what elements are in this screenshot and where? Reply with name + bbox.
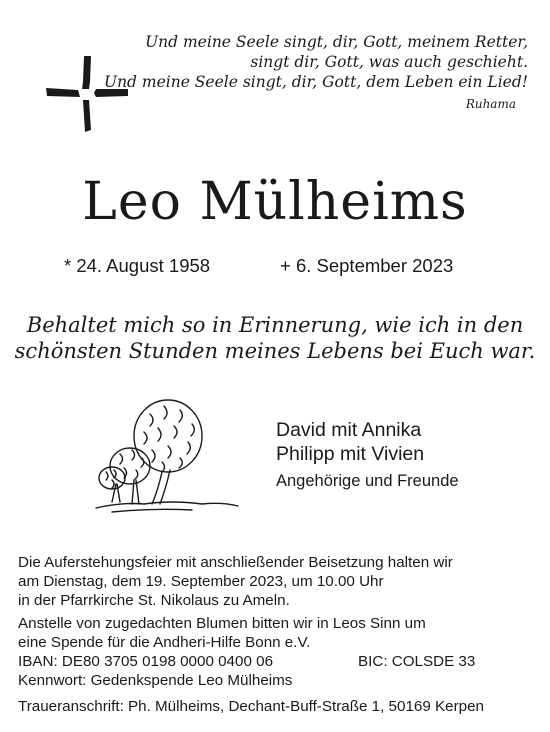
bank-details (18, 652, 476, 671)
ceremony-text: am Dienstag, dem 19. September 2023, um 10.00 Uhr (18, 573, 384, 590)
death-date: + 6. September 2023 (280, 255, 454, 276)
poem-line: Und meine Seele singt, dir, Gott, dem Leben ein Lied! (104, 73, 528, 91)
iban: IBAN: DE80 3705 0198 0000 0400 06 (18, 653, 274, 670)
ceremony-text: Die Auferstehungsfeier mit anschließender Beisetzung halten wir (18, 554, 453, 571)
family-line: Angehörige und Freunde (276, 472, 459, 490)
trees-illustration (92, 392, 240, 520)
birth-date: * 24. August 1958 (64, 255, 211, 276)
ceremony-text: in der Pfarrkirche St. Nikolaus zu Ameln. (18, 592, 290, 609)
quote-line: schönsten Stunden meines Lebens bei Euch war. (14, 339, 536, 363)
deceased-name: Leo Mülheims (82, 172, 468, 232)
poem-line: Und meine Seele singt, dir, Gott, meinem Retter, (145, 33, 528, 51)
poem-author: Ruhama (465, 97, 516, 111)
donation-text: Anstelle von zugedachten Blumen bitten wir in Leos Sinn um (18, 615, 426, 632)
family-line: Philipp mit Vivien (276, 443, 425, 465)
poem-line: singt dir, Gott, was auch geschieht. (250, 53, 528, 71)
mourning-address: Traueranschrift: Ph. Mülheims, Dechant-Buff-Straße 1, 50169 Kerpen (18, 698, 484, 715)
donation-keyword: Kennwort: Gedenkspende Leo Mülheims (18, 672, 293, 689)
cross-icon (44, 52, 130, 134)
quote-line: Behaltet mich so in Erinnerung, wie ich in den (26, 313, 524, 337)
family-line: David mit Annika (276, 419, 422, 441)
bic: BIC: COLSDE 33 (358, 653, 476, 670)
donation-text: eine Spende für die Andheri-Hilfe Bonn e.V. (18, 634, 311, 651)
